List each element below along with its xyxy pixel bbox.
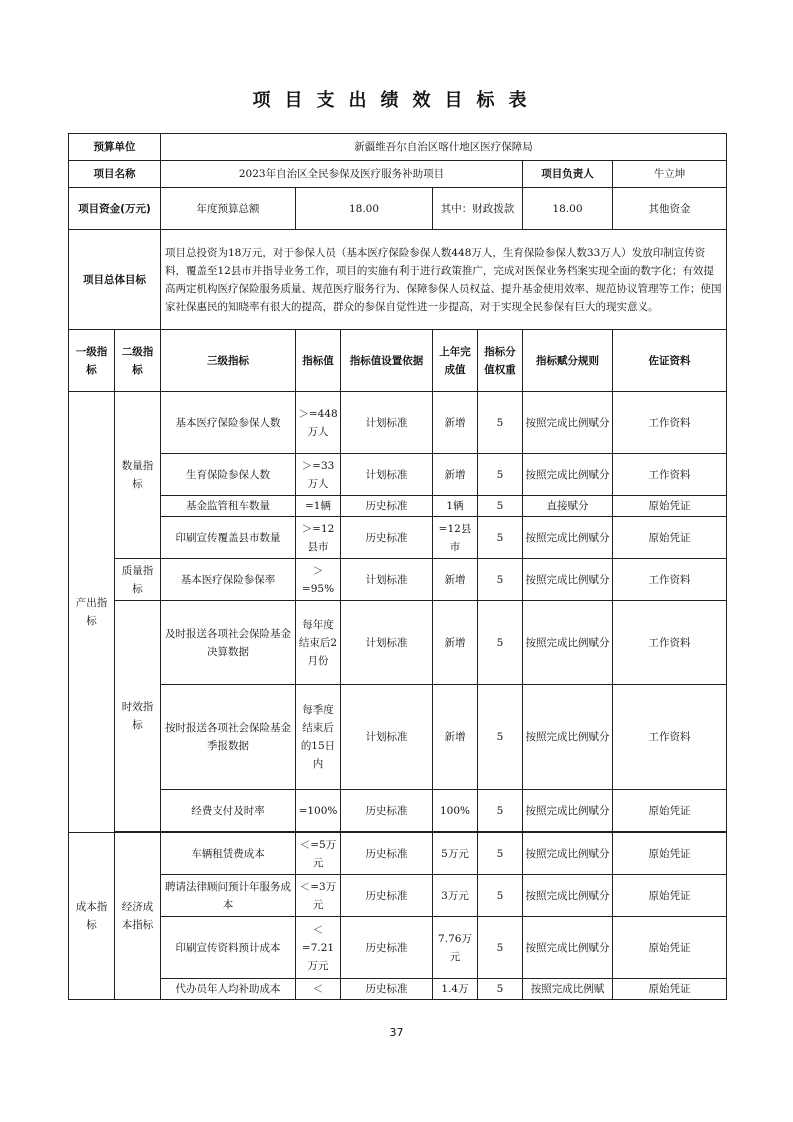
row-rule: 按照完成比例赋分 bbox=[523, 833, 613, 875]
row-proof: 工作资料 bbox=[613, 685, 727, 790]
col-value: 指标值 bbox=[296, 330, 341, 392]
table-row bbox=[69, 517, 727, 559]
table-row bbox=[69, 454, 727, 496]
row-prev: 新增 bbox=[433, 559, 478, 601]
row-name: 基本医疗保险参保人数 bbox=[161, 392, 296, 454]
row-basis: 计划标准 bbox=[341, 392, 433, 454]
goal-text: 项目总投资为18万元，对于参保人员（基本医疗保险参保人数448万人，生育保险参保人数33万人）发放印制宣传资料，覆盖至12县市并指导业务工作，项目的实施有利于进行政策推广，完成对医保业务档案实现全面的数字化；有效提高两定机构医疗保险服务质量、规范医疗服务行为、保障参保人员权益、提升基金使用效率、规范协议管理等工作；使国家社保惠民的知晓率有很大的提高，群众的参保自觉性进一步提高，对于实现全民参保有巨大的现实意义。 bbox=[161, 230, 727, 330]
budget-unit-value: 新疆维吾尔自治区喀什地区医疗保障局 bbox=[161, 134, 727, 161]
row-value: ＜ bbox=[296, 979, 341, 1000]
col-basis: 指标值设置依据 bbox=[341, 330, 433, 392]
row-weight: 5 bbox=[478, 454, 523, 496]
row-name: 代办员年人均补助成本 bbox=[161, 979, 296, 1000]
row-weight: 5 bbox=[478, 917, 523, 979]
row-name: 按时报送各项社会保险基金季报数据 bbox=[161, 685, 296, 790]
row-proof: 原始凭证 bbox=[613, 875, 727, 917]
row-basis: 历史标准 bbox=[341, 875, 433, 917]
row-proof: 原始凭证 bbox=[613, 790, 727, 832]
page-title: 项目支出绩效目标表 bbox=[252, 90, 541, 111]
table-row bbox=[69, 685, 727, 790]
table-row bbox=[69, 790, 727, 832]
row-basis: 历史标准 bbox=[341, 979, 433, 1000]
table-row bbox=[69, 979, 727, 1000]
table-row bbox=[69, 601, 727, 685]
row-weight: 5 bbox=[478, 601, 523, 685]
col-prev: 上年完成值 bbox=[433, 330, 478, 392]
row-weight: 5 bbox=[478, 790, 523, 832]
row-rule: 按照完成比例赋分 bbox=[523, 559, 613, 601]
col-proof: 佐证资料 bbox=[613, 330, 727, 392]
row-prev: 新增 bbox=[433, 454, 478, 496]
row-proof: 原始凭证 bbox=[613, 979, 727, 1000]
row-prev: 5万元 bbox=[433, 833, 478, 875]
row-name: 基金监管租车数量 bbox=[161, 496, 296, 517]
row-prev: 新增 bbox=[433, 685, 478, 790]
col-rule: 指标赋分规则 bbox=[523, 330, 613, 392]
row-value: ＞=33万人 bbox=[296, 454, 341, 496]
row-proof: 原始凭证 bbox=[613, 917, 727, 979]
row-rule: 直接赋分 bbox=[523, 496, 613, 517]
row-value: 每季度结束后的15日内 bbox=[296, 685, 341, 790]
row-name: 基本医疗保险参保率 bbox=[161, 559, 296, 601]
table-row bbox=[69, 833, 727, 875]
annual-budget-label: 年度预算总额 bbox=[161, 188, 296, 230]
row-name: 聘请法律顾问预计年服务成本 bbox=[161, 875, 296, 917]
row-proof: 原始凭证 bbox=[613, 496, 727, 517]
row-prev: =12县市 bbox=[433, 517, 478, 559]
row-rule: 按照完成比例赋分 bbox=[523, 454, 613, 496]
performance-table bbox=[68, 133, 727, 1000]
row-value: ＞=12县市 bbox=[296, 517, 341, 559]
row-weight: 5 bbox=[478, 517, 523, 559]
row-rule: 按照完成比例赋分 bbox=[523, 392, 613, 454]
row-rule: 按照完成比例赋分 bbox=[523, 685, 613, 790]
row-value: ＜=7.21万元 bbox=[296, 917, 341, 979]
row-name: 及时报送各项社会保险基金决算数据 bbox=[161, 601, 296, 685]
row-rule: 按照完成比例赋 bbox=[523, 979, 613, 1000]
row-basis: 历史标准 bbox=[341, 917, 433, 979]
row-weight: 5 bbox=[478, 559, 523, 601]
group-output: 产出指标 bbox=[69, 392, 115, 833]
row-prev: 7.76万元 bbox=[433, 917, 478, 979]
col-level3: 三级指标 bbox=[161, 330, 296, 392]
row-basis: 历史标准 bbox=[341, 833, 433, 875]
row-prev: 新增 bbox=[433, 601, 478, 685]
col-level1: 一级指标 bbox=[69, 330, 115, 392]
project-name-label: 项目名称 bbox=[69, 161, 161, 188]
row-prev: 100% bbox=[433, 790, 478, 832]
row-basis: 计划标准 bbox=[341, 454, 433, 496]
page-number: 37 bbox=[389, 1026, 404, 1039]
table-row bbox=[69, 392, 727, 454]
row-weight: 5 bbox=[478, 496, 523, 517]
owner-value: 牛立坤 bbox=[613, 161, 727, 188]
row-basis: 计划标准 bbox=[341, 559, 433, 601]
table-row bbox=[69, 559, 727, 601]
row-prev: 1.4万 bbox=[433, 979, 478, 1000]
row-weight: 5 bbox=[478, 833, 523, 875]
row-basis: 历史标准 bbox=[341, 517, 433, 559]
fiscal-value: 18.00 bbox=[523, 188, 613, 230]
row-name: 生育保险参保人数 bbox=[161, 454, 296, 496]
row-proof: 工作资料 bbox=[613, 392, 727, 454]
row-proof: 原始凭证 bbox=[613, 833, 727, 875]
row-weight: 5 bbox=[478, 392, 523, 454]
row-value: ＞=448万人 bbox=[296, 392, 341, 454]
group-quality: 质量指标 bbox=[115, 559, 161, 601]
row-basis: 计划标准 bbox=[341, 601, 433, 685]
annual-budget-value: 18.00 bbox=[296, 188, 433, 230]
project-name-value: 2023年自治区全民参保及医疗服务补助项目 bbox=[161, 161, 523, 188]
row-basis: 计划标准 bbox=[341, 685, 433, 790]
row-weight: 5 bbox=[478, 685, 523, 790]
col-level2: 二级指标 bbox=[115, 330, 161, 392]
row-proof: 原始凭证 bbox=[613, 517, 727, 559]
goal-label: 项目总体目标 bbox=[69, 230, 161, 330]
row-prev: 新增 bbox=[433, 392, 478, 454]
other-funds-label: 其他资金 bbox=[613, 188, 727, 230]
row-proof: 工作资料 bbox=[613, 601, 727, 685]
row-rule: 按照完成比例赋分 bbox=[523, 517, 613, 559]
row-value: ＜=5万元 bbox=[296, 833, 341, 875]
row-basis: 历史标准 bbox=[341, 790, 433, 832]
row-basis: 历史标准 bbox=[341, 496, 433, 517]
row-name: 印刷宣传覆盖县市数量 bbox=[161, 517, 296, 559]
row-rule: 按照完成比例赋分 bbox=[523, 917, 613, 979]
group-cost: 成本指标 bbox=[69, 833, 115, 1000]
table-row bbox=[69, 496, 727, 517]
budget-unit-label: 预算单位 bbox=[69, 134, 161, 161]
row-prev: 3万元 bbox=[433, 875, 478, 917]
group-economic: 经济成本指标 bbox=[115, 833, 161, 1000]
table-row bbox=[69, 917, 727, 979]
row-rule: 按照完成比例赋分 bbox=[523, 601, 613, 685]
row-value: =1辆 bbox=[296, 496, 341, 517]
row-value: =100% bbox=[296, 790, 341, 832]
group-timeliness: 时效指标 bbox=[115, 601, 161, 832]
col-weight: 指标分值权重 bbox=[478, 330, 523, 392]
row-weight: 5 bbox=[478, 875, 523, 917]
row-proof: 工作资料 bbox=[613, 559, 727, 601]
row-weight: 5 bbox=[478, 979, 523, 1000]
row-value: 每年度结束后2月份 bbox=[296, 601, 341, 685]
row-value: ＞=95% bbox=[296, 559, 341, 601]
row-name: 经费支付及时率 bbox=[161, 790, 296, 832]
row-proof: 工作资料 bbox=[613, 454, 727, 496]
row-rule: 按照完成比例赋分 bbox=[523, 790, 613, 832]
row-prev: 1辆 bbox=[433, 496, 478, 517]
owner-label: 项目负责人 bbox=[523, 161, 613, 188]
row-value: ＜=3万元 bbox=[296, 875, 341, 917]
row-rule: 按照完成比例赋分 bbox=[523, 875, 613, 917]
row-name: 印刷宣传资料预计成本 bbox=[161, 917, 296, 979]
fiscal-label: 其中：财政拨款 bbox=[433, 188, 523, 230]
group-quantity: 数量指标 bbox=[115, 392, 161, 559]
row-name: 车辆租赁费成本 bbox=[161, 833, 296, 875]
table-row bbox=[69, 875, 727, 917]
funds-label: 项目资金(万元) bbox=[69, 188, 161, 230]
